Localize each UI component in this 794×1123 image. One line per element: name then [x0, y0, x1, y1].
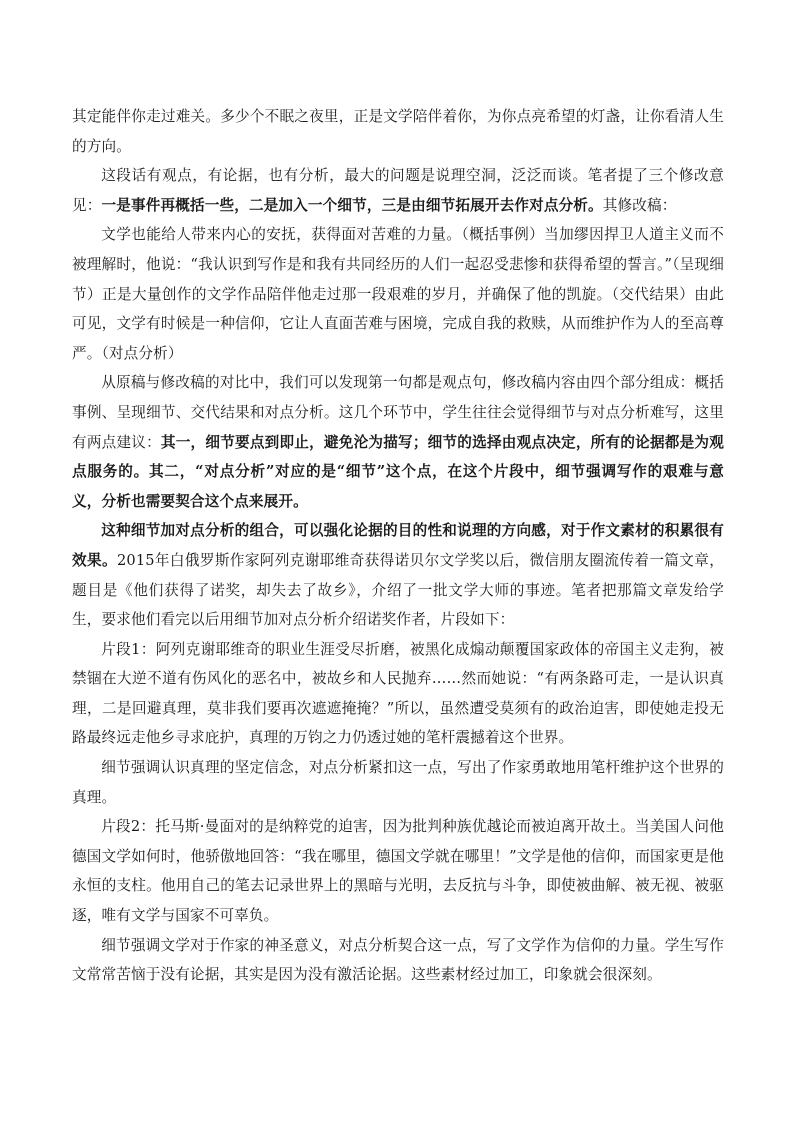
document-body	[72, 102, 724, 990]
paragraph-2-text: 这段话有观点，有论据，也有分析，最大的问题是说理空洞，泛泛而谈。笔者提了三个修改意见：	[72, 167, 724, 214]
paragraph-5	[72, 516, 724, 634]
paragraph-2	[72, 161, 724, 220]
paragraph-5-bold: 这种细节加对点分析的组合，可以强化论据的目的性和说理的方向感，对于作文素材的积累很有效果。	[72, 522, 724, 569]
paragraph-4-text: 从原稿与修改稿的对比中，我们可以发现第一句都是观点句，修改稿内容由四个部分组成：概括事例、呈现细节、交代结果和对点分析。这几个环节中，学生往往会觉得细节与对点分析难写，这里有两点建议：	[72, 374, 724, 451]
paragraph-9: 细节强调文学对于作家的神圣意义，对点分析契合这一点，写了文学作为信仰的力量。学生写作文常常苦恼于没有论据，其实是因为没有激活论据。这些素材经过加工，印象就会很深刻。	[72, 936, 724, 984]
paragraph-3-revision: 文学也能给人带来内心的安抚，获得面对苦难的力量。（概括事例）当加缪因捍卫人道主义而不被理解时，他说：“我认识到写作是和我有共同经历的人们一起忍受悲惨和获得希望的誓言。”（呈现细节）正是大量创作的文学作品陪伴他走过那一段艰难的岁月，并确保了他的凯旋。（交代结果）由此可见，文学有时候是一种信仰，它让人直面苦难与困境，完成自我的救赎，从而维护作为人的至高尊严。（对点分析）	[72, 226, 724, 362]
paragraph-5-text: 2015年白俄罗斯作家阿列克谢耶维奇获得诺贝尔文学奖以后，微信朋友圈流传着一篇文章，题目是《他们获得了诺奖，却失去了故乡》，介绍了一批文学大师的事迹。笔者把那篇文章发给学生，要求他们看完以后用细节加对点分析介绍诺奖作者，片段如下：	[72, 551, 724, 629]
paragraph-2-bold: 一是事件再概括一些，二是加入一个细节，三是由细节拓展开去作对点分析。	[101, 196, 603, 214]
paragraph-8-fragment-2: 片段2：托马斯·曼面对的是纳粹党的迫害，因为批判种族优越论而被迫离开故土。当美国人问他德国文学如何时，他骄傲地回答：“我在哪里，德国文学就在哪里！”文学是他的信仰，而国家更是他永恒的支柱。他用自己的笔去记录世界上的黑暗与光明，去反抗与斗争，即使被曲解、被无视、被驱逐，唯有文学与国家不可辜负。	[72, 818, 724, 925]
paragraph-7: 细节强调认识真理的坚定信念，对点分析紧扣这一点，写出了作家勇敢地用笔杆维护这个世界的真理。	[72, 759, 724, 806]
paragraph-6-fragment-1: 片段1：阿列克谢耶维奇的职业生涯受尽折磨，被黑化成煽动颠覆国家政体的帝国主义走狗，被禁锢在大逆不道有伤风化的恶名中，被故乡和人民抛弃……然而她说：“有两条路可走，一是认识真理，二是回避真理，莫非我们要再次遮遮掩掩？”所以，虽然遭受莫须有的政治迫害，即使她走投无路最终远走他乡寻求庇护，真理的万钧之力仍透过她的笔杆震撼着这个世界。	[72, 640, 724, 747]
paragraph-4-bold: 其一，细节要点到即止，避免沦为描写；细节的选择由观点决定，所有的论据都是为观点服务的。其二，“对点分析”对应的是“细节”这个点，在这个片段中，细节强调写作的艰难与意义，分析也需要契合这个点来展开。	[72, 433, 724, 510]
paragraph-1: 其定能伴你走过难关。多少个不眠之夜里，正是文学陪伴着你，为你点亮希望的灯盏，让你看清人生的方向。	[72, 108, 724, 155]
paragraph-2-tail: 其修改稿：	[602, 196, 677, 214]
paragraph-4	[72, 368, 724, 516]
